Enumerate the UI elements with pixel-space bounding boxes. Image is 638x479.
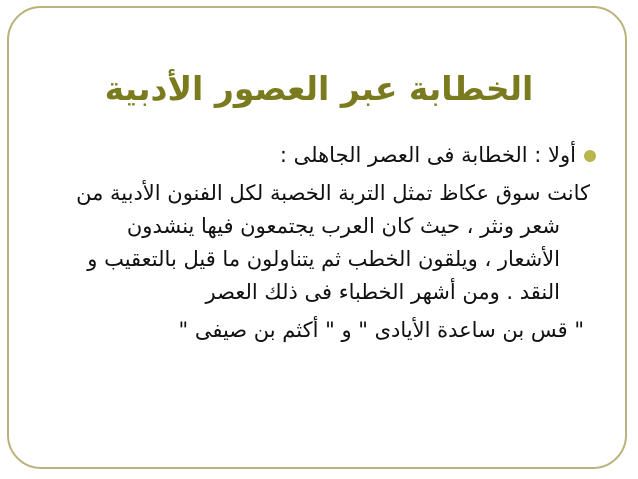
body-paragraph — [30, 177, 590, 309]
paragraph-line: كانت سوق عكاظ تمثل التربة الخصبة لكل الفنون الأدبية من — [76, 181, 590, 205]
section-heading: أولا : الخطابة فى العصر الجاهلى : — [279, 143, 576, 167]
slide-title: الخطابة عبر العصور الأدبية — [104, 69, 534, 108]
paragraph-line: شعر ونثر ، حيث كان العرب يجتمعون فيها ينشدون — [126, 214, 560, 238]
paragraph-line: الأشعار ، ويلقون الخطب ثم يتناولون ما قيل بالتعقيب و — [87, 247, 560, 271]
bullet-icon — [584, 150, 596, 162]
orators-names: " قس بن ساعدة الأيادى " و " أكثم بن صيفى " — [178, 318, 584, 342]
paragraph-line: النقد . ومن أشهر الخطباء فى ذلك العصر — [205, 280, 560, 304]
